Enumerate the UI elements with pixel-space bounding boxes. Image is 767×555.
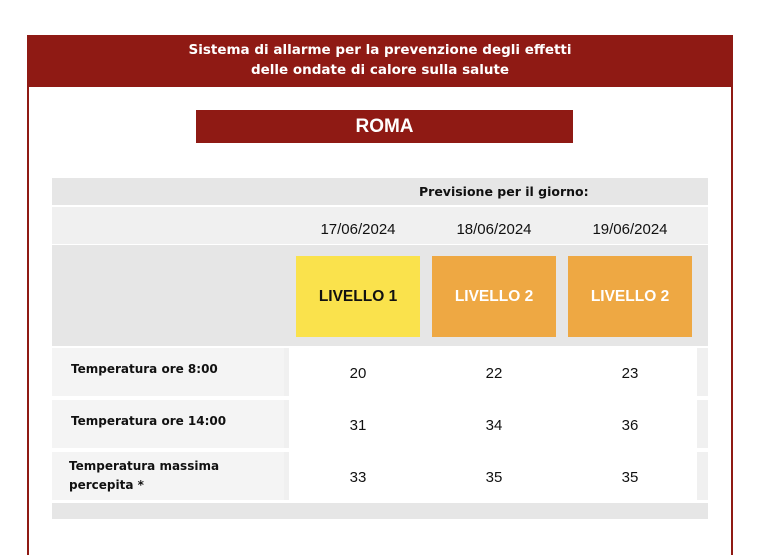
value-tmax-1: 33	[349, 469, 367, 486]
row-label-tmax-line1: Temperatura massima	[69, 459, 220, 473]
table-footer-band	[52, 503, 708, 519]
table-row-t14	[52, 400, 708, 448]
value-t8-1: 20	[349, 365, 367, 382]
value-tmax-3: 35	[621, 469, 639, 486]
forecast-date-3: 19/06/2024	[592, 221, 668, 238]
value-t8-2: 22	[485, 365, 503, 382]
value-t14-1: 31	[349, 417, 367, 434]
forecast-date-1: 17/06/2024	[320, 221, 396, 238]
row-label-t14: Temperatura ore 14:00	[71, 414, 227, 428]
level-badge-2: LIVELLO 2	[432, 256, 556, 337]
row-label-tmax	[69, 457, 219, 495]
table-row-t8	[52, 348, 708, 396]
value-tmax-2: 35	[485, 469, 503, 486]
value-t14-3: 36	[621, 417, 639, 434]
value-t14-2: 34	[485, 417, 503, 434]
level-badge-3: LIVELLO 2	[568, 256, 692, 337]
row-label-tmax-line2: percepita *	[69, 478, 144, 492]
row-label-t8: Temperatura ore 8:00	[71, 362, 218, 376]
forecast-date-2: 18/06/2024	[456, 221, 532, 238]
city-title: ROMA	[196, 110, 573, 143]
level-badge-1: LIVELLO 1	[296, 256, 420, 337]
table-row-tmax	[52, 452, 708, 500]
forecast-title	[52, 178, 708, 205]
value-t8-3: 23	[621, 365, 639, 382]
forecast-title-text: Previsione per il giorno:	[419, 184, 589, 199]
page-header	[27, 35, 733, 87]
header-line-2: delle ondate di calore sulla salute	[250, 62, 510, 78]
header-line-1: Sistema di allarme per la prevenzione degli effetti	[188, 42, 572, 58]
